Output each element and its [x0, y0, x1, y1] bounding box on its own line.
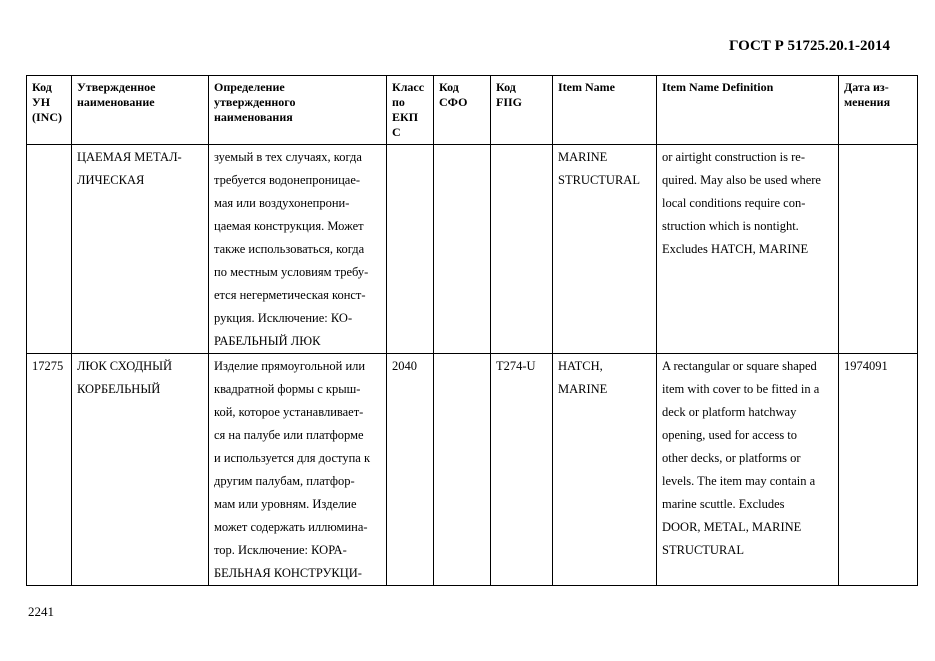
cell-line: зуемый в тех случаях, когда	[214, 150, 362, 164]
cell-line: требуется водонепроницае-	[214, 173, 361, 187]
cell-line: Изделие прямоугольной или	[214, 359, 366, 373]
col-header-item-name-definition	[657, 76, 839, 145]
cell-line: Excludes HATCH, MARINE	[662, 242, 809, 256]
col-header-class	[387, 76, 434, 145]
cell-approved-name	[72, 145, 209, 354]
cell-item-name	[553, 354, 657, 586]
cell-line: другим палубам, платфор-	[214, 474, 355, 488]
cell-sfo	[434, 354, 491, 586]
cell-line: мам или уровням. Изделие	[214, 497, 357, 511]
cell-line: other decks, or platforms or	[662, 451, 801, 465]
cell-line: 17275	[32, 359, 64, 373]
cell-line: ЛИЧЕСКАЯ	[77, 173, 145, 187]
cell-line: MARINE	[558, 150, 608, 164]
cell-line: ется негерметическая конст-	[214, 288, 366, 302]
cell-inc	[27, 145, 72, 354]
header-line: по	[392, 95, 405, 109]
cell-line: и используется для доступа к	[214, 451, 371, 465]
col-header-change-date	[839, 76, 918, 145]
cell-line: БЕЛЬНАЯ КОНСТРУКЦИ-	[214, 566, 362, 580]
header-line: СФО	[439, 95, 468, 109]
header-line: менения	[844, 95, 891, 109]
header-line: Item Name Definition	[662, 80, 774, 94]
cell-fiig	[491, 145, 553, 354]
cell-item-name	[553, 145, 657, 354]
header-line: Дата из-	[844, 80, 889, 94]
cell-line: квадратной формы с крыш-	[214, 382, 361, 396]
cell-line: or airtight construction is re-	[662, 150, 806, 164]
header-line: Код	[496, 80, 516, 94]
cell-inc	[27, 354, 72, 586]
cell-sfo	[434, 145, 491, 354]
header-line: Утвержденное	[77, 80, 156, 94]
standard-header: ГОСТ Р 51725.20.1-2014	[728, 38, 890, 54]
cell-line: ЦАЕМАЯ МЕТАЛ-	[77, 150, 182, 164]
header-row	[27, 76, 918, 145]
col-header-inc	[27, 76, 72, 145]
header-line: УН	[32, 95, 51, 109]
cell-item-name-definition	[657, 354, 839, 586]
cell-definition	[209, 145, 387, 354]
cell-line: marine scuttle. Excludes	[662, 497, 785, 511]
cell-line: STRUCTURAL	[558, 173, 640, 187]
cell-line: deck or platform hatchway	[662, 405, 797, 419]
cell-line: MARINE	[558, 382, 608, 396]
col-header-item-name	[553, 76, 657, 145]
cell-class	[387, 354, 434, 586]
cell-item-name-definition	[657, 145, 839, 354]
cell-line: DOOR, METAL, MARINE	[662, 520, 802, 534]
cell-line: мая или воздухонепрони-	[214, 196, 350, 210]
cell-line: ся на палубе или платформе	[214, 428, 364, 442]
col-header-approved-name	[72, 76, 209, 145]
cell-line: также использоваться, когда	[214, 242, 365, 256]
header-line: ЕКП	[392, 110, 419, 124]
cell-line: opening, used for access to	[662, 428, 798, 442]
header-line: FIIG	[496, 95, 523, 109]
cell-line: struction which is nontight.	[662, 219, 799, 233]
header-line: (INC)	[32, 110, 62, 124]
col-header-sfo	[434, 76, 491, 145]
cell-line: levels. The item may contain a	[662, 474, 816, 488]
header-line: Код	[439, 80, 459, 94]
cell-line: 2040	[392, 359, 417, 373]
cell-line: РАБЕЛЬНЫЙ ЛЮК	[214, 334, 321, 348]
header-line: наименования	[214, 110, 293, 124]
cell-line: кой, которое устанавливает-	[214, 405, 364, 419]
cell-line: может содержать иллюмина-	[214, 520, 368, 534]
catalog-table	[26, 75, 918, 586]
cell-line: по местным условиям требу-	[214, 265, 369, 279]
table-row	[27, 354, 918, 586]
cell-line: тор. Исключение: КОРА-	[214, 543, 347, 557]
cell-line: quired. May also be used where	[662, 173, 821, 187]
cell-line: STRUCTURAL	[662, 543, 744, 557]
header-line: Код	[32, 80, 52, 94]
cell-line: 1974091	[844, 359, 888, 373]
header-line: утвержденного	[214, 95, 296, 109]
col-header-definition	[209, 76, 387, 145]
cell-line: HATCH,	[558, 359, 603, 373]
cell-line: ЛЮК СХОДНЫЙ	[77, 359, 173, 373]
header-line: Класс	[392, 80, 425, 94]
header-line: С	[392, 125, 401, 139]
header-line: Item Name	[558, 80, 615, 94]
cell-line: A rectangular or square shaped	[662, 359, 817, 373]
header-line: наименование	[77, 95, 155, 109]
cell-line: local conditions require con-	[662, 196, 806, 210]
cell-line: item with cover to be fitted in a	[662, 382, 820, 396]
cell-line: цаемая конструкция. Может	[214, 219, 364, 233]
cell-change-date	[839, 145, 918, 354]
page-number: 2241	[28, 604, 54, 619]
cell-fiig	[491, 354, 553, 586]
col-header-fiig	[491, 76, 553, 145]
header-line: Определение	[214, 80, 285, 94]
cell-definition	[209, 354, 387, 586]
cell-class	[387, 145, 434, 354]
cell-approved-name	[72, 354, 209, 586]
cell-line: КОРБЕЛЬНЫЙ	[77, 382, 161, 396]
table-row	[27, 145, 918, 354]
cell-change-date	[839, 354, 918, 586]
cell-line: рукция. Исключение: КО-	[214, 311, 353, 325]
cell-line: T274-U	[496, 359, 536, 373]
